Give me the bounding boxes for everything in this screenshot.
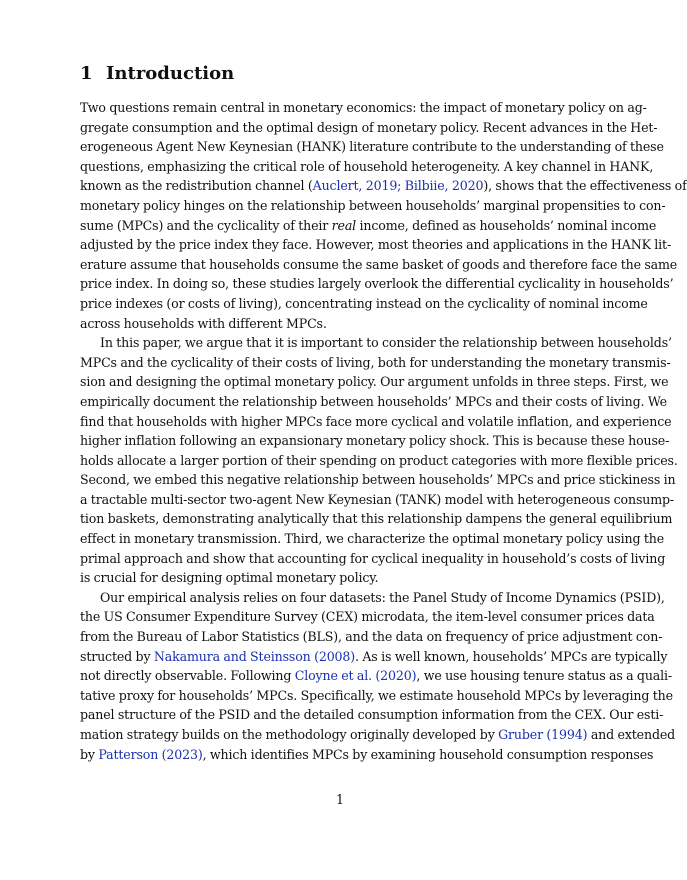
text-line: a tractable multi-sector two-agent New Keynesian (TANK) model with heterogeneous consump-: [80, 491, 675, 507]
text-line: known as the redistribution channel (Auclert, 2019; Bilbiie, 2020), shows that the effectiveness of: [80, 178, 687, 194]
text-line: gregate consumption and the optimal design of monetary policy. Recent advances in the Het-: [80, 119, 658, 135]
text-line: primal approach and show that accounting for cyclical inequality in household’s costs of living: [80, 550, 666, 566]
text-line: sion and designing the optimal monetary policy. Our argument unfolds in three steps. First, we: [80, 374, 669, 390]
page-number: 1: [335, 792, 344, 807]
text-line: panel structure of the PSID and the detailed consumption information from the CEX. Our esti-: [80, 707, 664, 723]
text-line: structed by Nakamura and Steinsson (2008). As is well known, households’ MPCs are typically: [80, 648, 668, 664]
text-line: across households with different MPCs.: [80, 315, 327, 331]
text-line: monetary policy hinges on the relationship between households’ marginal propensities to con-: [80, 197, 666, 213]
text-line: higher inflation following an expansionary monetary policy shock. This is because these house-: [80, 433, 670, 449]
citation-link[interactable]: Patterson (2023): [98, 746, 203, 762]
text-line: price indexes (or costs of living), concentrating instead on the cyclicality of nominal income: [80, 295, 648, 311]
emphasis: real: [331, 217, 357, 233]
text-line: mation strategy builds on the methodology originally developed by Gruber (1994) and extended: [80, 727, 676, 742]
text-line: questions, emphasizing the critical role of household heterogeneity. A key channel in HANK,: [80, 158, 654, 174]
text-line: is crucial for designing optimal monetary policy.: [80, 570, 379, 586]
text-line: find that households with higher MPCs face more cyclical and volatile inflation, and experience: [80, 413, 672, 429]
text-line: tative proxy for households’ MPCs. Specifically, we estimate household MPCs by leveraging the: [80, 687, 673, 703]
text-line: from the Bureau of Labor Statistics (BLS), and the data on frequency of price adjustment con-: [80, 629, 663, 645]
text-line: by Patterson (2023), which identifies MPCs by examining household consumption responses: [80, 746, 654, 762]
section-number: 1: [80, 63, 93, 84]
text-line: sume (MPCs) and the cyclicality of their real income, defined as households’ nominal income: [80, 217, 657, 233]
text-line: Second, we embed this negative relationship between households’ MPCs and price stickiness in: [80, 472, 676, 488]
body-text: [80, 98, 687, 764]
citation-link[interactable]: Cloyne et al. (2020): [294, 668, 417, 684]
text-line: tion baskets, demonstrating analytically that this relationship dampens the general equilibrium: [80, 511, 673, 527]
text-line: adjusted by the price index they face. However, most theories and applications in the HANK lit-: [80, 237, 672, 253]
text-line: not directly observable. Following Cloyne et al. (2020), we use housing tenure status as a quali-: [80, 668, 673, 684]
text-line: price index. In doing so, these studies largely overlook the differential cyclicality in households’: [80, 276, 674, 292]
paragraph: [80, 98, 687, 333]
paragraph: [80, 588, 676, 764]
citation-link[interactable]: Auclert, 2019; Bilbiie, 2020: [312, 178, 484, 194]
text-line: empirically document the relationship between households’ MPCs and their costs of living. We: [80, 393, 667, 409]
text-line: effect in monetary transmission. Third, we characterize the optimal monetary policy using the: [80, 531, 664, 547]
text-line: holds allocate a larger portion of their spending on product categories with more flexible prices.: [80, 452, 678, 468]
paragraph: [80, 333, 678, 588]
section-title: Introduction: [106, 63, 235, 84]
text-line: the US Consumer Expenditure Survey (CEX) microdata, the item-level consumer prices data: [80, 609, 655, 625]
text-line: erature assume that households consume the same basket of goods and therefore face the same: [80, 256, 678, 272]
text-line: Our empirical analysis relies on four datasets: the Panel Study of Income Dynamics (PSID),: [100, 589, 665, 605]
citation-link[interactable]: Gruber (1994): [498, 727, 588, 742]
text-line: Two questions remain central in monetary economics: the impact of monetary policy on ag-: [80, 100, 647, 115]
section-heading: [80, 62, 234, 86]
text-line: MPCs and the cyclicality of their costs of living, both for understanding the monetary transmis-: [80, 354, 671, 370]
text-line: In this paper, we argue that it is important to consider the relationship between households’: [100, 335, 672, 351]
text-line: erogeneous Agent New Keynesian (HANK) literature contribute to the understanding of these: [80, 139, 664, 155]
citation-link[interactable]: Nakamura and Steinsson (2008): [153, 648, 356, 664]
